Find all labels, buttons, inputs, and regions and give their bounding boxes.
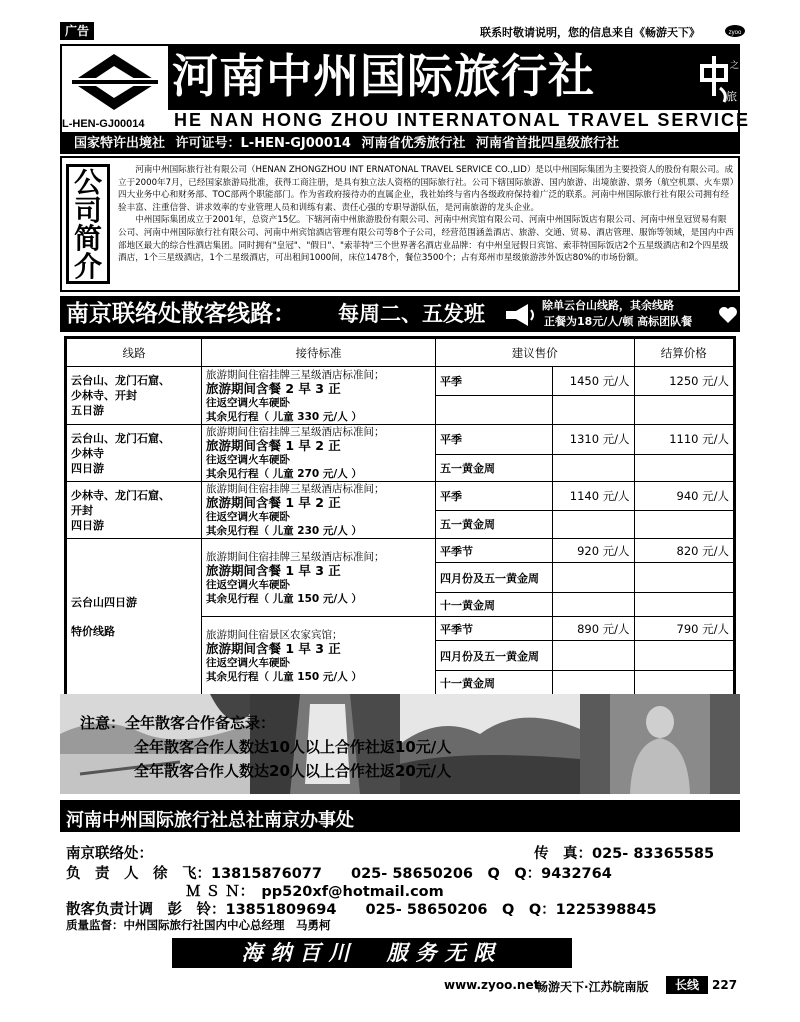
table-row bbox=[67, 482, 734, 511]
season-cell: 五一黄金周 bbox=[435, 510, 552, 539]
table-row bbox=[67, 539, 734, 563]
notice-rebate-10: 全年散客合作人数达10人以上合作社返10元/人 bbox=[134, 738, 452, 756]
agency-title: 河南中州国际旅行社 bbox=[172, 49, 595, 103]
publication-name: 畅游天下·江苏皖南版 bbox=[536, 980, 649, 994]
settle-price-cell bbox=[634, 510, 733, 539]
route-note-1: 除单云台山线路，其余线路 bbox=[542, 299, 674, 312]
settle-price-cell: 1110 元/人 bbox=[634, 425, 733, 455]
col-header-standard: 接待标准 bbox=[201, 339, 435, 367]
agency-logo-icon bbox=[64, 48, 166, 116]
sale-price-cell: 890 元/人 bbox=[553, 617, 635, 641]
calligraphy-seal-icon bbox=[690, 50, 738, 106]
settle-price-cell: 1250 元/人 bbox=[634, 367, 733, 396]
certification-line: 国家特许出境社 许可证号：L-HEN-GJ00014 河南省优秀旅行社 河南省首批四星级旅行社 bbox=[60, 134, 740, 154]
route-banner-schedule: 每周二、五发班 bbox=[338, 302, 485, 326]
season-cell: 平季节 bbox=[435, 539, 552, 563]
settle-price-cell bbox=[634, 641, 733, 671]
intro-text bbox=[118, 164, 734, 265]
settle-price-cell bbox=[634, 396, 733, 425]
season-cell: 十一黄金周 bbox=[435, 593, 552, 617]
sale-price-cell bbox=[553, 396, 635, 425]
zyoo-logo-icon bbox=[724, 22, 746, 38]
megaphone-icon bbox=[502, 302, 538, 328]
route-cell: 云台山四日游 特价线路 bbox=[67, 539, 202, 695]
route-cell: 云台山、龙门石窟、 少林寺 四日游 bbox=[67, 425, 202, 482]
route-banner-title: 南京联络处散客线路： bbox=[66, 301, 296, 327]
sale-price-cell: 920 元/人 bbox=[553, 539, 635, 563]
quality-supervision: 质量监督：中州国际旅行社国内中心总经理 马勇柯 bbox=[66, 918, 331, 932]
notice-rebate-20: 全年散客合作人数达20人以上合作社返20元/人 bbox=[134, 762, 452, 780]
standard-cell: 旅游期间住宿挂牌三星级酒店标准间； 旅游期间含餐 2 早 3 正 往返空调火车硬卧 其余见行程（ 儿童 330 元/人 ） bbox=[201, 367, 435, 425]
office-title: 河南中州国际旅行社总社南京办事处 bbox=[66, 810, 354, 831]
settle-price-cell: 790 元/人 bbox=[634, 617, 733, 641]
settle-price-cell bbox=[634, 563, 733, 593]
settle-price-cell bbox=[634, 454, 733, 481]
col-header-route: 线路 bbox=[67, 339, 202, 367]
manager-contact: 负 责 人 徐 飞：13815876077 025- 58650206 Q Q：9432764 bbox=[66, 866, 612, 882]
svg-text:zyoo: zyoo bbox=[728, 30, 742, 36]
website-url[interactable]: www.zyoo.net bbox=[444, 978, 540, 992]
settle-price-cell bbox=[634, 671, 733, 695]
msn-contact: Ｍ Ｓ Ｎ： pp520xf@hotmail.com bbox=[186, 884, 444, 900]
license-code: L-HEN-GJ00014 bbox=[62, 118, 145, 130]
standard-cell: 旅游期间住宿挂牌三星级酒店标准间； 旅游期间含餐 1 早 2 正 往返空调火车硬卧 其余见行程（ 儿童 230 元/人 ） bbox=[201, 482, 435, 539]
source-notice: 联系时敬请说明，您的信息来自《畅游天下》 bbox=[480, 26, 700, 39]
heart-icon bbox=[718, 306, 738, 324]
slogan: 海纳百川 服务无限 bbox=[241, 940, 503, 965]
agency-english-title: HE NAN HONG ZHOU INTERNATONAL TRAVEL SERVICE bbox=[174, 110, 751, 130]
col-header-sale-price: 建议售价 bbox=[435, 339, 634, 367]
buddha-statue-photo bbox=[580, 694, 740, 794]
season-cell: 平季 bbox=[435, 425, 552, 455]
season-cell: 四月份及五一黄金周 bbox=[435, 563, 552, 593]
intro-label: 公司简介 bbox=[66, 164, 110, 284]
route-note-2: 正餐为18元/人/顿 高标团队餐 bbox=[544, 315, 693, 328]
ad-tag: 广告 bbox=[60, 22, 94, 40]
col-header-settle-price: 结算价格 bbox=[634, 339, 733, 367]
route-cell: 云台山、龙门石窟、 少林寺、开封 五日游 bbox=[67, 367, 202, 425]
section-tag: 长线 bbox=[666, 976, 708, 994]
standard-cell: 旅游期间住宿挂牌三星级酒店标准间； 旅游期间含餐 1 早 2 正 往返空调火车硬卧 其余见行程（ 儿童 270 元/人 ） bbox=[201, 425, 435, 482]
notice-title: 注意：全年散客合作备忘录： bbox=[80, 714, 276, 732]
sale-price-cell: 1310 元/人 bbox=[553, 425, 635, 455]
table-row bbox=[67, 367, 734, 396]
standard-cell: 旅游期间住宿挂牌三星级酒店标准间； 旅游期间含餐 1 早 3 正 往返空调火车硬卧 其余见行程（ 儿童 150 元/人 ） bbox=[201, 539, 435, 617]
route-price-table bbox=[64, 336, 736, 696]
svg-text:之: 之 bbox=[730, 61, 740, 71]
sale-price-cell bbox=[553, 563, 635, 593]
route-cell: 少林寺、龙门石窟、 开封 四日游 bbox=[67, 482, 202, 539]
sale-price-cell bbox=[553, 641, 635, 671]
sale-price-cell: 1140 元/人 bbox=[553, 482, 635, 511]
svg-text:旅: 旅 bbox=[726, 90, 737, 103]
sale-price-cell bbox=[553, 510, 635, 539]
sale-price-cell bbox=[553, 593, 635, 617]
season-cell: 四月份及五一黄金周 bbox=[435, 641, 552, 671]
page-number: 227 bbox=[712, 978, 738, 992]
season-cell: 五一黄金周 bbox=[435, 454, 552, 481]
sale-price-cell bbox=[553, 671, 635, 695]
sale-price-cell: 1450 元/人 bbox=[553, 367, 635, 396]
standard-cell: 旅游期间住宿景区农家宾馆； 旅游期间含餐 1 早 3 正 往返空调火车硬卧 其余见行程（ 儿童 150 元/人 ） bbox=[201, 617, 435, 695]
settle-price-cell bbox=[634, 593, 733, 617]
season-cell: 平季 bbox=[435, 367, 552, 396]
settle-price-cell: 820 元/人 bbox=[634, 539, 733, 563]
fax-number: 传 真：025- 83365585 bbox=[534, 846, 715, 862]
season-cell: 平季节 bbox=[435, 617, 552, 641]
liaison-label: 南京联络处： bbox=[66, 846, 153, 862]
dispatcher-contact: 散客负责计调 彭 铃：13851809694 025- 58650206 Q Q：1225398845 bbox=[66, 902, 657, 918]
intro-paragraph-1: 河南中州国际旅行社有限公司（HENAN ZHONGZHOU INT ERNATONAL TRAVEL SERVICE CO.,LID）是以中州国际集团为主要投资人的股份有限公司。成立于2000年7月，已经国家旅游局批准，获得工商注册，是具有独立法人资格的国际旅行社。公司下辖国际旅游、国内旅游、出境旅游、票务（航空机票、火车票）四大业务中心和财务部、TOC部两个职能部门。作为省政府接待办的直属企业，我社始终与省内各级政府保持着广泛的联系。河南中州国际旅行社有限公司拥有经验丰富、注重信誉、讲求效率的专业管理人员和训练有素、责任心强的专职导游队伍，是河南旅游的龙头企业。 bbox=[118, 165, 735, 213]
table-row bbox=[67, 425, 734, 455]
season-cell bbox=[435, 396, 552, 425]
settle-price-cell: 940 元/人 bbox=[634, 482, 733, 511]
season-cell: 平季 bbox=[435, 482, 552, 511]
table-header-row bbox=[67, 339, 734, 367]
sale-price-cell bbox=[553, 454, 635, 481]
season-cell: 十一黄金周 bbox=[435, 671, 552, 695]
intro-paragraph-2: 中州国际集团成立于2001年，总资产15亿。下辖河南中州旅游股份有限公司、河南中州宾馆有限公司、河南中州国际饭店有限公司、河南中州皇冠贸易有限公司、河南中州国际旅行社有限公司、河南中州宾馆酒店管理有限公司等8个子公司，经营范围涵盖酒店、旅游、交通、贸易、酒店管理、服饰等领域，是国内中西部地区最大的综合性酒店集团。同时拥有"皇冠"、"假日"、"索菲特"三个世界著名酒店业品牌：有中州皇冠假日宾馆、索菲特国际饭店2个五星级酒店和2个四星级酒店，1个三星级酒店，1个二星级酒店，可出租间1000间，床位1478个，餐位3500个；占有郑州市星级旅游涉外饭店80%的市场份额。 bbox=[118, 215, 734, 264]
